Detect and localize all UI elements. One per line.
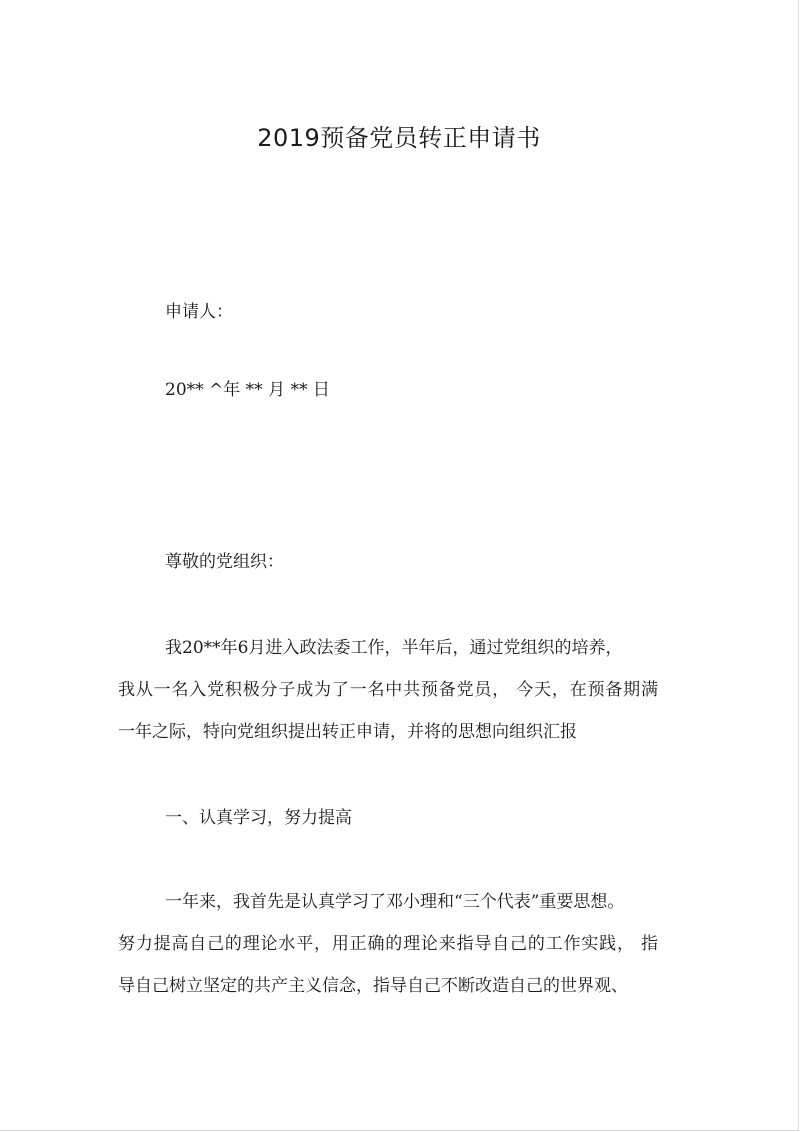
date-line: 20** ^年 ** 月 ** 日 xyxy=(165,380,330,400)
salutation: 尊敬的党组织： xyxy=(165,552,284,572)
paragraph-2-line-2: 努力提高自己的理论水平，用正确的理论来指导自己的工作实践， 指 xyxy=(118,934,658,954)
paragraph-1-line-2: 我从一名入党积极分子成为了一名中共预备党员， 今天，在预备期满 xyxy=(118,680,658,700)
document-title: 2019预备党员转正申请书 xyxy=(257,124,541,152)
paragraph-2-line-3: 导自己树立坚定的共产主义信念，指导自己不断改造自己的世界观、 xyxy=(118,976,628,996)
paragraph-1-line-1: 我20**年6月进入政法委工作，半年后，通过党组织的培养， xyxy=(165,638,623,658)
section-1-heading: 一、认真学习，努力提高 xyxy=(165,808,352,828)
paragraph-2-line-1: 一年来，我首先是认真学习了邓小理和“三个代表”重要思想。 xyxy=(165,892,625,912)
applicant-label: 申请人： xyxy=(165,302,233,322)
paragraph-1-line-3: 一年之际，特向党组织提出转正申请，并将的思想向组织汇报 xyxy=(118,722,577,742)
